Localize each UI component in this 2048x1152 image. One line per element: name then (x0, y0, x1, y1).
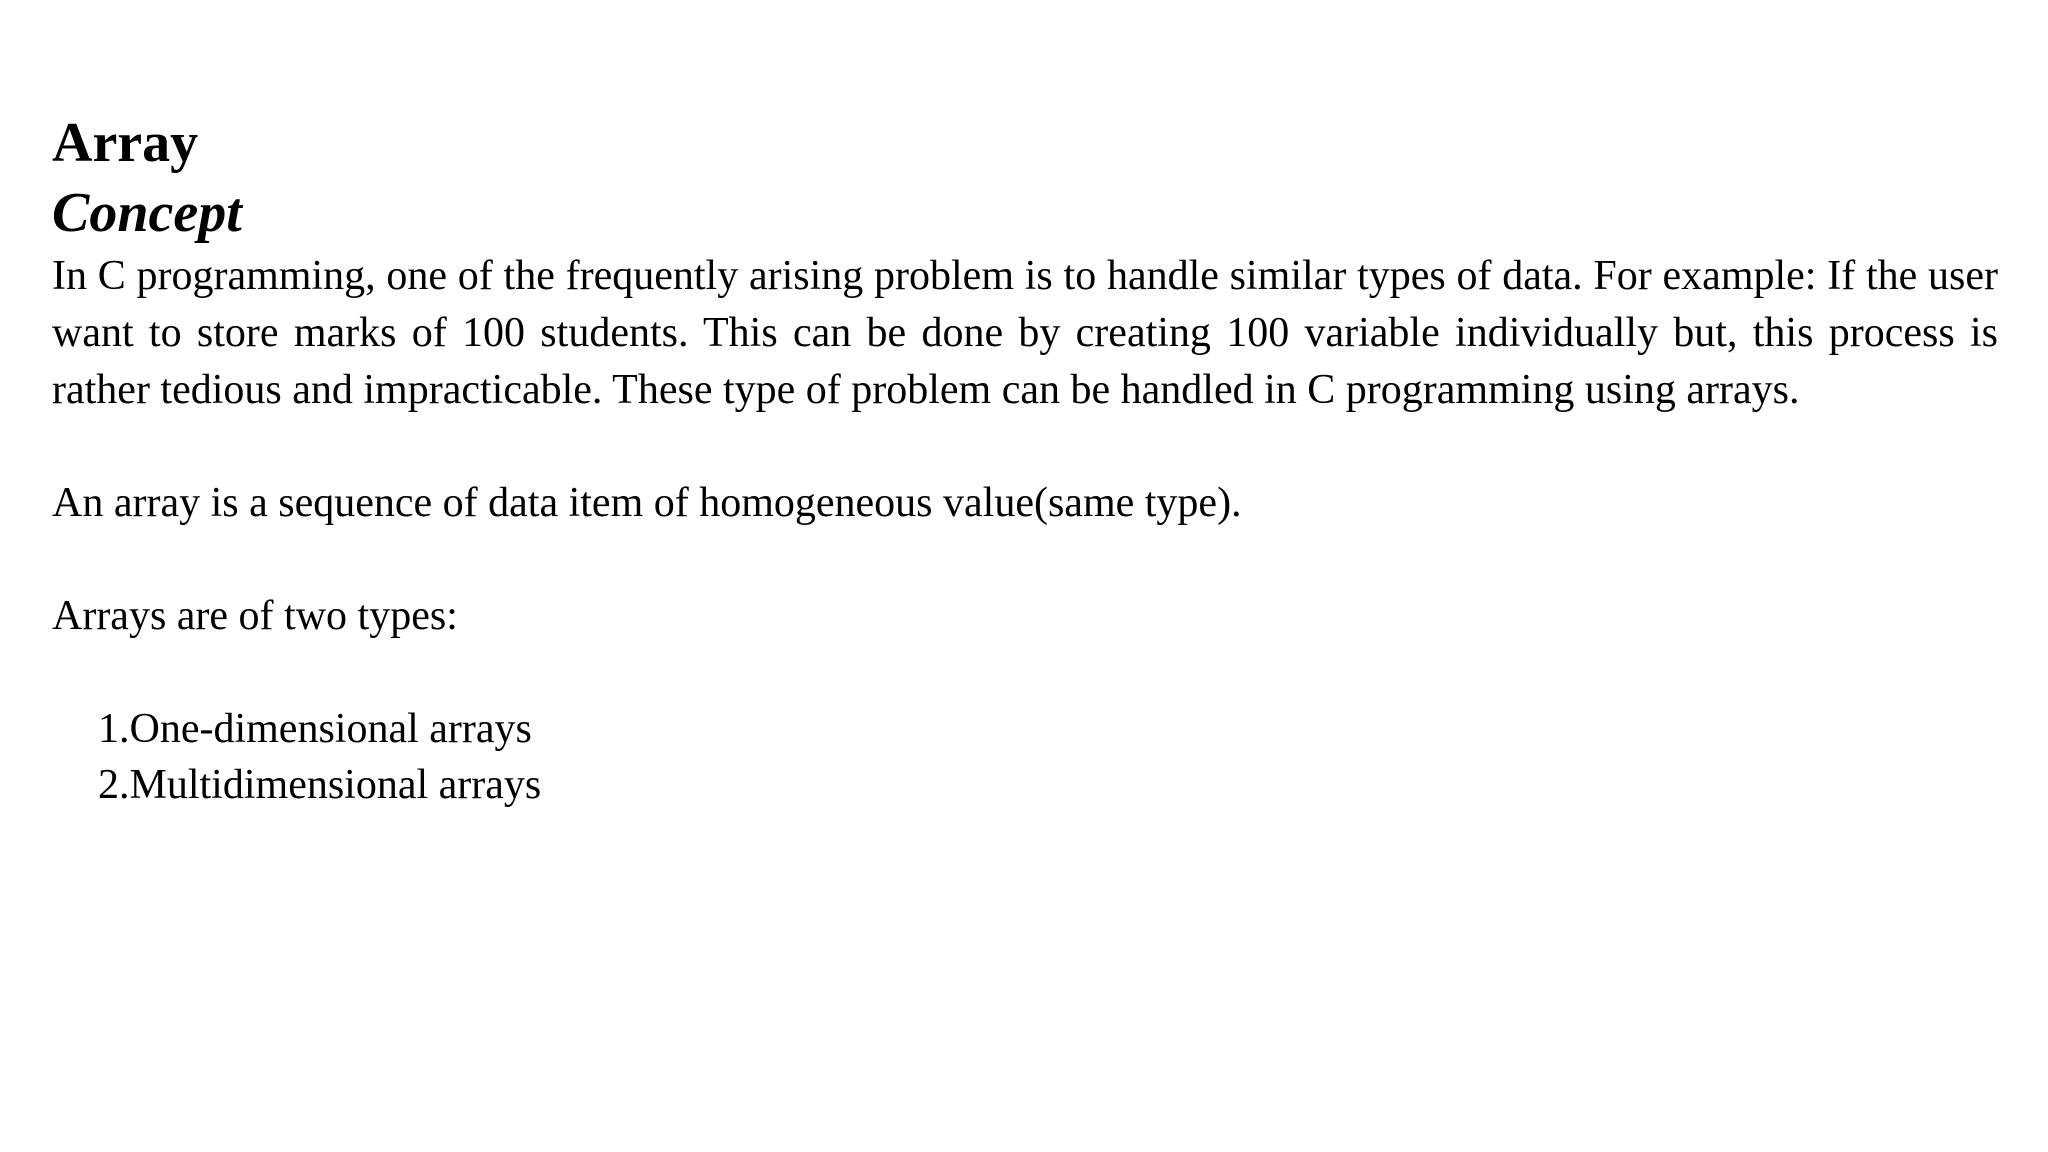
slide-subtitle: Concept (52, 182, 242, 244)
types-intro-paragraph: Arrays are of two types: (52, 593, 458, 639)
paragraph-spacer (52, 645, 1998, 701)
paragraph-spacer (52, 532, 1998, 588)
list-item: 2.Multidimensional arrays (98, 762, 542, 808)
list-item: 1.One-dimensional arrays (98, 706, 532, 752)
array-types-list (52, 701, 1998, 813)
definition-paragraph: An array is a sequence of data item of homogeneous value(same type). (52, 480, 1242, 526)
slide-content (52, 108, 1998, 813)
intro-paragraph: In C programming, one of the frequently arising problem is to handle similar types of data. For example: If the user want to store marks of 100 students. This can be done by creating 100 variable individually but, this process is rather tedious and impracticable. These type of problem can be handled in C programming using arrays. (52, 253, 1998, 413)
slide-title: Array (52, 112, 199, 174)
paragraph-spacer (52, 419, 1998, 475)
